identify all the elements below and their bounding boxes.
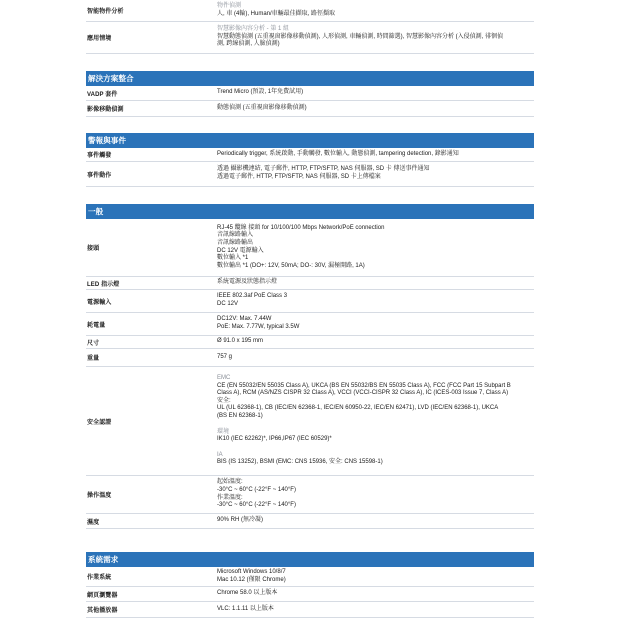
spec-line: 動態偵測 (五重視窗影像移動偵測)	[217, 104, 307, 111]
spec-line: Microsoft Windows 10/8/7	[217, 568, 286, 575]
spec-value	[217, 148, 534, 161]
spec-line: Ø 91.0 x 195 mm	[217, 338, 264, 345]
spec-value	[217, 367, 534, 475]
spec-row	[86, 277, 534, 290]
top-rows	[86, 0, 534, 54]
spec-label: 作業系統	[87, 575, 112, 581]
spec-label: LED 指示燈	[87, 281, 120, 288]
spec-row	[86, 567, 534, 587]
spec-line: 90% RH (無冷凝)	[217, 517, 264, 524]
spec-subheading: 環境	[217, 428, 230, 435]
spec-row	[86, 148, 534, 162]
spec-value	[217, 86, 534, 100]
spec-row	[86, 219, 534, 277]
spec-line: 數位輸入 *1	[217, 255, 249, 262]
spec-row	[86, 587, 534, 602]
spec-row	[86, 367, 534, 476]
spec-line: CE (EN 55032/EN 55035 Class A), UKCA (BS EN 55032/BS EN 55035 Class A), FCC (FCC Part 15 Subpart B	[217, 382, 511, 389]
spec-label: 智能物件分析	[87, 9, 124, 15]
spec-line: -30°C ~ 60°C (-22°F ~ 140°F)	[217, 502, 296, 509]
spec-value	[217, 349, 534, 366]
spec-value	[217, 336, 534, 348]
spec-row	[86, 290, 534, 313]
spec-line: 757 g	[217, 353, 233, 360]
spec-label: VADP 套件	[87, 91, 118, 98]
spec-label: 接頭	[87, 246, 100, 252]
spec-line: 音訊線路輸入	[217, 232, 254, 239]
spec-value	[217, 290, 534, 312]
spec-row	[86, 22, 534, 54]
section-header-solutions: 解決方案整合	[86, 71, 534, 86]
spec-label: 操作溫度	[87, 493, 112, 499]
spec-line: Class A), RCM (AS/NZS CISPR 32 Class A), VCCI (VCCI-CISPR 32 Class A), IC (ICES-003 Issue 7, Class A)	[217, 390, 509, 397]
spec-value	[217, 567, 534, 586]
spec-value	[217, 514, 534, 528]
spec-label: 應用情境	[87, 36, 112, 42]
spec-line: 智慧動態偵測 (五重視窗影像移動偵測), 人形偵測, 車輛偵測, 時間篩選), 智慧影像內容分析 (入侵偵測, 徘徊偵	[217, 33, 503, 40]
spec-line: Trend Micro (預設, 1年免費試用)	[217, 89, 304, 96]
spec-value	[217, 101, 534, 116]
spec-line: 起始溫度:	[217, 479, 243, 486]
spec-value	[217, 0, 534, 21]
spec-label: 電源輸入	[87, 299, 112, 306]
spec-label: 影像移動偵測	[87, 107, 124, 113]
spec-line: DC 12V	[217, 301, 239, 307]
section-header-alarm-events: 警報與事件	[86, 133, 534, 148]
spec-value	[217, 219, 534, 276]
section-alarm-events	[86, 148, 534, 187]
spec-value	[217, 313, 534, 335]
spec-line: DC12V: Max. 7.44W	[217, 316, 272, 323]
spec-label: 尺寸	[87, 340, 100, 347]
spec-line: IEEE 802.3af PoE Class 3	[217, 293, 288, 300]
spec-value	[217, 22, 534, 53]
spec-label: 濕度	[87, 519, 100, 526]
spec-value	[217, 476, 534, 513]
spec-line: 系統電源及狀態指示燈	[217, 279, 278, 286]
spec-line: 作業溫度:	[217, 494, 243, 501]
spec-line: 人, 車 (4輪), Human/車輛最佳擷取, 路徑擷取	[217, 10, 336, 17]
spec-label: 網頁瀏覽器	[87, 592, 118, 599]
section-general	[86, 219, 534, 529]
spec-line: 透過 攝影機連結, 電子郵件, HTTP, FTP/SFTP, NAS 伺服器, SD 卡 傳送事件通知	[217, 166, 430, 173]
spec-line: IK10 (IEC 62262)*, IP66,IP67 (IEC 60529)*	[217, 436, 332, 443]
spec-line: DC 12V 電源輸入	[217, 247, 264, 254]
spec-label: 耗電量	[87, 322, 106, 329]
spec-subheading: 智慧影像內容分析 - 第 1 組	[217, 26, 290, 33]
spec-subheading: IA	[217, 451, 223, 458]
spec-line: 透過電子郵件, HTTP, FTP/SFTP, NAS 伺服器, SD 卡上傳檔案	[217, 174, 381, 180]
spec-line: UL (UL 62368-1), CB (IEC/EN 62368-1, IEC/EN 60950-22, IEC/EN 62471), LVD (IEC/EN 62368-1), UKCA	[217, 405, 499, 412]
spec-label: 事件動作	[87, 172, 112, 179]
spec-row	[86, 162, 534, 187]
spec-line: 安全:	[217, 397, 231, 404]
spec-line: VLC: 1.1.11 以上版本	[217, 605, 274, 612]
section-header-general: 一般	[86, 204, 534, 219]
spec-row	[86, 476, 534, 514]
spec-label: 事件觸發	[87, 153, 112, 159]
spec-line: RJ-45 纜線 接頭 for 10/100/100 Mbps Network/PoE connection	[217, 224, 385, 231]
spec-label: 重量	[87, 356, 100, 362]
section-solutions	[86, 86, 534, 117]
spec-subheading: EMC	[217, 375, 231, 382]
spec-line: 測, 跨線偵測, 人臉偵測)	[217, 41, 280, 48]
spec-row	[86, 349, 534, 367]
spec-row	[86, 101, 534, 117]
spec-line: 數位輸出 *1 (DO+: 12V, 50mA; DO-: 30V, 漏極開路, 1A)	[217, 262, 365, 269]
spec-line: (BS EN 62368-1)	[217, 413, 263, 419]
spec-line: PoE: Max. 7.77W, typical 3.5W	[217, 324, 300, 330]
spec-row	[86, 0, 534, 22]
spec-row	[86, 313, 534, 336]
spec-value	[217, 587, 534, 601]
spec-line: BIS (IS 13252), BSMI (EMC: CNS 15936, 安全: CNS 15598-1)	[217, 459, 383, 466]
section-header-system-requirements: 系統需求	[86, 552, 534, 567]
spec-row	[86, 336, 534, 349]
section-system-requirements	[86, 567, 534, 618]
spec-subheading: 物件偵測	[217, 2, 242, 9]
spec-row	[86, 602, 534, 618]
spacer	[217, 444, 534, 452]
spec-row	[86, 86, 534, 101]
spec-label: 其他播放器	[87, 608, 118, 614]
spec-line: Mac 10.12 (僅限 Chrome)	[217, 576, 286, 583]
spec-line: -30°C ~ 60°C (-22°F ~ 140°F)	[217, 486, 296, 493]
spec-line: 音訊線路輸出	[217, 239, 254, 246]
spec-value	[217, 277, 534, 289]
spacer	[217, 421, 534, 429]
spec-line: Periodically trigger, 系統啟動, 手動觸發, 數位輸入, 動態偵測, tampering detection, 錄影通知	[217, 150, 459, 157]
spec-row	[86, 514, 534, 529]
spec-value	[217, 162, 534, 186]
spec-label: 安全認證	[87, 419, 112, 426]
spec-value	[217, 602, 534, 617]
spec-line: Chrome 58.0 以上版本	[217, 590, 278, 597]
